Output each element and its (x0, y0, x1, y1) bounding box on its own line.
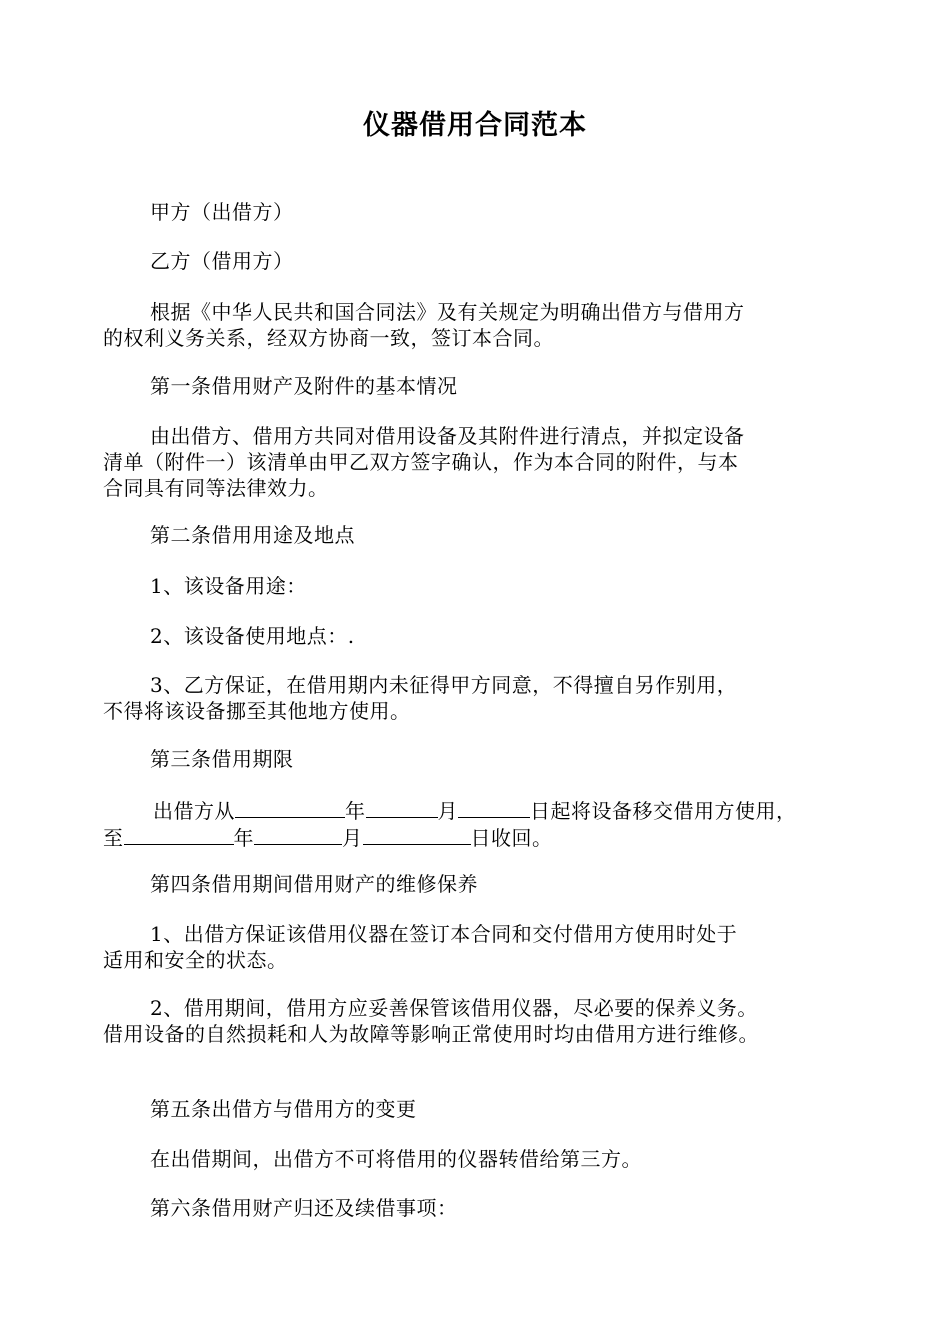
end-month-text: 月 (342, 826, 363, 850)
article-3-title: 第三条借用期限 (150, 747, 294, 771)
to-text: 至 (103, 826, 124, 850)
end-month-blank[interactable] (254, 824, 342, 845)
article-4-item-1 (103, 921, 863, 973)
article-2-item-2: 2、该设备使用地点：. (150, 624, 355, 648)
year-text: 年 (345, 799, 366, 823)
article-1-title: 第一条借用财产及附件的基本情况 (150, 374, 458, 398)
article-4-item-2-line-1: 2、借用期间，借用方应妥善保管该借用仪器，尽必要的保养义务。 (150, 996, 758, 1020)
start-day-blank[interactable] (458, 797, 530, 818)
article-1-body (103, 423, 863, 501)
party-b: 乙方（借用方） (150, 249, 294, 273)
article-5-body: 在出借期间，出借方不可将借用的仪器转借给第三方。 (150, 1147, 642, 1171)
article-2-item-3-line-2: 不得将该设备挪至其他地方使用。 (103, 699, 411, 723)
from-text: 出借方从 (153, 799, 235, 823)
article-4-item-2 (103, 995, 863, 1047)
month-text: 月 (437, 799, 458, 823)
article-5-title: 第五条出借方与借用方的变更 (150, 1097, 417, 1121)
article-3-line-1 (103, 797, 863, 824)
intro-line-1: 根据《中华人民共和国合同法》及有关规定为明确出借方与借用方 (150, 300, 745, 324)
article-4-item-1-line-1: 1、出借方保证该借用仪器在签订本合同和交付借用方使用时处于 (150, 922, 738, 946)
article-4-item-2-line-2: 借用设备的自然损耗和人为故障等影响正常使用时均由借用方进行维修。 (103, 1022, 759, 1046)
article-2-item-3 (103, 672, 863, 724)
article-2-title: 第二条借用用途及地点 (150, 523, 355, 547)
article-6-title: 第六条借用财产归还及续借事项： (150, 1196, 458, 1220)
start-day-text: 日起将设备移交借用方使用， (530, 799, 797, 823)
article-2-item-3-line-1: 3、乙方保证，在借用期内未征得甲方同意，不得擅自另作别用， (150, 673, 738, 697)
article-1-line-1: 由出借方、借用方共同对借用设备及其附件进行清点，并拟定设备 (150, 424, 745, 448)
start-month-blank[interactable] (366, 797, 438, 818)
intro-paragraph (103, 299, 863, 351)
article-3-line-2 (103, 824, 863, 851)
article-1-line-3: 合同具有同等法律效力。 (103, 476, 329, 500)
intro-line-2: 的权利义务关系，经双方协商一致，签订本合同。 (103, 326, 554, 350)
end-year-text: 年 (233, 826, 254, 850)
document-title: 仪器借用合同范本 (363, 110, 587, 141)
article-1-line-2: 清单（附件一）该清单由甲乙双方签字确认，作为本合同的附件，与本 (103, 450, 739, 474)
article-4-title: 第四条借用期间借用财产的维修保养 (150, 872, 478, 896)
end-day-text: 日收回。 (470, 826, 553, 850)
party-a: 甲方（出借方） (150, 200, 294, 224)
end-year-blank[interactable] (124, 824, 234, 845)
start-year-blank[interactable] (235, 797, 345, 818)
article-2-item-1: 1、该设备用途： (150, 574, 307, 598)
article-3-body (103, 797, 863, 851)
article-4-item-1-line-2: 适用和安全的状态。 (103, 948, 288, 972)
end-day-blank[interactable] (363, 824, 471, 845)
